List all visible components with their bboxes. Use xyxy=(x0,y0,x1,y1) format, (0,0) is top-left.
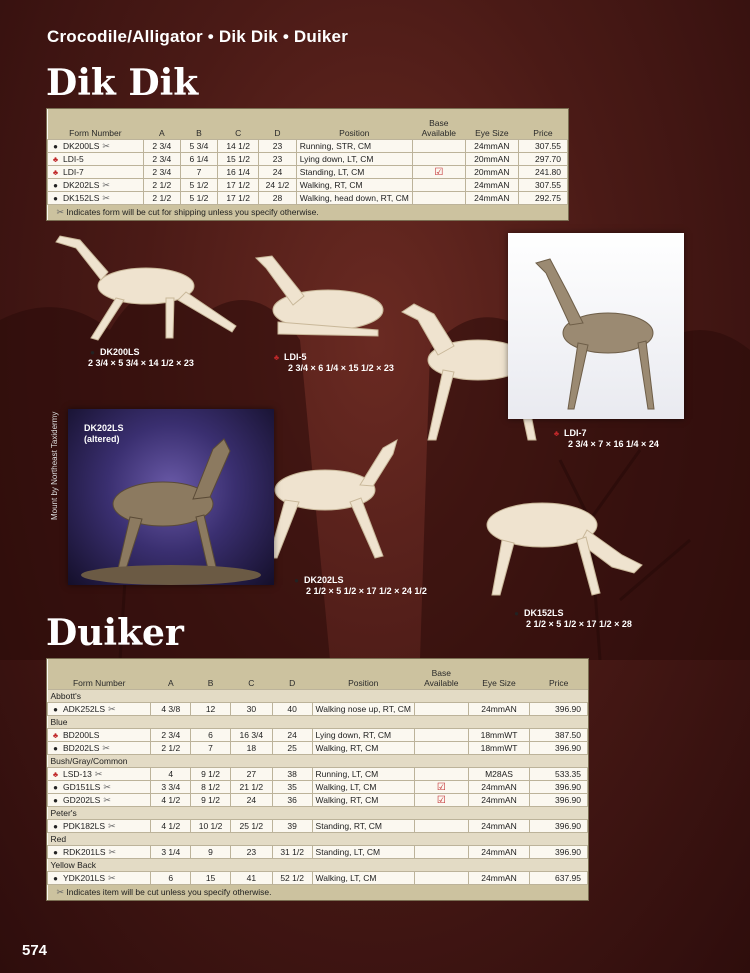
group-label: Abbott's xyxy=(48,690,588,703)
base-available: ☑ xyxy=(414,794,468,807)
table-row xyxy=(48,166,568,179)
knife-icon: ✂ xyxy=(56,207,65,217)
table-row xyxy=(48,729,588,742)
form-cell xyxy=(48,192,144,205)
base-available xyxy=(412,179,465,192)
caption-dims: 2 3/4 × 5 3/4 × 14 1/2 × 23 xyxy=(88,358,194,368)
dim-d: 38 xyxy=(272,768,312,781)
eye-size: 18mmWT xyxy=(468,729,530,742)
dim-d: 52 1/2 xyxy=(272,872,312,885)
position: Running, LT, CM xyxy=(312,768,414,781)
price: 396.90 xyxy=(530,742,588,755)
caption-dims: 2 3/4 × 7 × 16 1/4 × 24 xyxy=(568,439,659,449)
form-cell xyxy=(48,794,151,807)
side-credit: Mount by Northeast Taxidermy xyxy=(50,411,59,520)
base-available xyxy=(412,192,465,205)
eye-size: M28AS xyxy=(468,768,530,781)
price: 307.55 xyxy=(518,140,567,153)
dim-c: 16 1/4 xyxy=(218,166,259,179)
base-available xyxy=(414,742,468,755)
photo-caption-note: (altered) xyxy=(84,434,120,444)
dim-b: 9 1/2 xyxy=(191,794,231,807)
paw-icon: ● xyxy=(53,743,58,753)
caption-code: LDI-7 xyxy=(564,428,587,438)
dim-d: 31 1/2 xyxy=(272,846,312,859)
dim-d: 24 xyxy=(259,166,296,179)
paw-icon: ● xyxy=(514,609,519,618)
dim-a: 4 3/8 xyxy=(151,703,191,716)
eye-size: 18mmWT xyxy=(468,742,530,755)
col-position: Position xyxy=(312,659,414,690)
table-row xyxy=(48,768,588,781)
form-cell xyxy=(48,846,151,859)
form-number: DK200LS xyxy=(63,140,100,151)
duiker-table xyxy=(46,658,589,901)
price: 307.55 xyxy=(518,179,567,192)
form-number: RDK201LS xyxy=(63,846,106,857)
page-number: 574 xyxy=(22,942,48,959)
group-row xyxy=(48,690,588,703)
col-form: Form Number xyxy=(48,109,144,140)
form-number: BD200LS xyxy=(63,730,100,740)
eye-size: 24mmAN xyxy=(465,140,518,153)
dim-a: 2 3/4 xyxy=(143,153,180,166)
form-cell xyxy=(48,729,151,742)
form-number: YDK201LS xyxy=(63,872,106,883)
form-cell xyxy=(48,872,151,885)
dim-b: 5 3/4 xyxy=(180,140,217,153)
eye-size: 24mmAN xyxy=(468,846,530,859)
dim-b: 7 xyxy=(191,742,231,755)
price: 387.50 xyxy=(530,729,588,742)
dim-b: 5 1/2 xyxy=(180,179,217,192)
col-c: C xyxy=(218,109,259,140)
dim-b: 6 xyxy=(191,729,231,742)
knife-icon: ✂ xyxy=(108,820,116,831)
form-number: DK152LS xyxy=(63,192,100,203)
table-row xyxy=(48,794,588,807)
eye-size: 24mmAN xyxy=(468,872,530,885)
caption-code: DK202LS xyxy=(304,575,344,585)
dikdik-table xyxy=(46,108,569,221)
table-row xyxy=(48,153,568,166)
position: Standing, LT, CM xyxy=(296,166,412,179)
caption-ldi7 xyxy=(552,428,659,450)
form-number: PDK182LS xyxy=(63,820,106,831)
dim-b: 10 1/2 xyxy=(191,820,231,833)
form-number: GD202LS xyxy=(63,794,101,805)
knife-icon: ✂ xyxy=(94,768,103,779)
dim-a: 6 xyxy=(151,872,191,885)
knife-icon: ✂ xyxy=(103,794,111,805)
group-row xyxy=(48,807,588,820)
group-label: Peter's xyxy=(48,807,588,820)
dim-c: 25 1/2 xyxy=(230,820,272,833)
col-price: Price xyxy=(518,109,567,140)
dim-b: 9 xyxy=(191,846,231,859)
dim-d: 24 xyxy=(272,729,312,742)
form-number: ADK252LS xyxy=(63,703,106,714)
knife-icon: ✂ xyxy=(108,846,117,857)
page-header: Crocodile/Alligator • Dik Dik • Duiker xyxy=(47,27,349,46)
dk152ls-form-image xyxy=(472,485,647,600)
dim-a: 2 1/2 xyxy=(151,742,191,755)
paw-icon: ● xyxy=(53,782,58,792)
duiker-footnote: Indicates item will be cut unless you specify otherwise. xyxy=(66,887,272,897)
eye-size: 20mmAN xyxy=(465,153,518,166)
knife-icon: ✂ xyxy=(102,742,110,753)
eye-size: 24mmAN xyxy=(468,820,530,833)
caption-ldi5 xyxy=(272,352,394,374)
caption-dk200ls xyxy=(88,347,194,369)
form-cell xyxy=(48,820,151,833)
position: Walking, LT, CM xyxy=(312,872,414,885)
table-row xyxy=(48,703,588,716)
price: 292.75 xyxy=(518,192,567,205)
paw-icon: ● xyxy=(294,576,299,585)
base-available xyxy=(414,872,468,885)
form-cell xyxy=(48,166,144,179)
dim-d: 28 xyxy=(259,192,296,205)
table-row xyxy=(48,192,568,205)
dim-c: 23 xyxy=(230,846,272,859)
form-number: BD202LS xyxy=(63,742,100,753)
eye-size: 20mmAN xyxy=(465,166,518,179)
form-cell xyxy=(48,703,151,716)
position: Lying down, LT, CM xyxy=(296,153,412,166)
group-label: Bush/Gray/Common xyxy=(48,755,588,768)
logo-icon: ♣ xyxy=(52,168,59,177)
paw-icon: ● xyxy=(53,180,58,190)
caption-dims: 2 3/4 × 6 1/4 × 15 1/2 × 23 xyxy=(288,363,394,373)
position: Standing, LT, CM xyxy=(312,846,414,859)
price: 396.90 xyxy=(530,781,588,794)
table-row xyxy=(48,742,588,755)
col-form: Form Number xyxy=(48,659,151,690)
caption-code: LDI-5 xyxy=(284,352,307,362)
photo-caption-code: DK202LS xyxy=(84,423,124,433)
dim-d: 39 xyxy=(272,820,312,833)
col-b: B xyxy=(180,109,217,140)
dim-a: 4 1/2 xyxy=(151,794,191,807)
base-available xyxy=(412,153,465,166)
position: Walking nose up, RT, CM xyxy=(312,703,414,716)
col-position: Position xyxy=(296,109,412,140)
col-c: C xyxy=(230,659,272,690)
paw-icon: ● xyxy=(53,193,58,203)
dim-b: 6 1/4 xyxy=(180,153,217,166)
paw-icon: ● xyxy=(90,348,95,357)
paw-icon: ● xyxy=(53,821,58,831)
dikdik-title: Dik Dik xyxy=(46,62,199,104)
form-cell xyxy=(48,781,151,794)
dim-c: 41 xyxy=(230,872,272,885)
table-row xyxy=(48,872,588,885)
form-cell xyxy=(48,768,151,781)
dim-b: 5 1/2 xyxy=(180,192,217,205)
logo-icon: ♣ xyxy=(52,769,59,779)
position: Lying down, RT, CM xyxy=(312,729,414,742)
dim-a: 2 1/2 xyxy=(143,179,180,192)
dim-b: 12 xyxy=(191,703,231,716)
table-row xyxy=(48,179,568,192)
base-available xyxy=(414,820,468,833)
dim-b: 7 xyxy=(180,166,217,179)
dim-a: 2 3/4 xyxy=(151,729,191,742)
dim-b: 9 1/2 xyxy=(191,768,231,781)
position: Walking, LT, CM xyxy=(312,781,414,794)
price: 396.90 xyxy=(530,703,588,716)
eye-size: 24mmAN xyxy=(468,794,530,807)
caption-dk152ls xyxy=(512,608,632,630)
paw-icon: ● xyxy=(53,847,58,857)
dk202ls-mount-photo xyxy=(68,409,274,585)
dim-c: 24 xyxy=(230,794,272,807)
dim-a: 4 xyxy=(151,768,191,781)
paw-icon: ● xyxy=(53,795,58,805)
logo-icon: ♣ xyxy=(273,353,280,362)
duiker-title: Duiker xyxy=(46,612,184,654)
dim-a: 4 1/2 xyxy=(151,820,191,833)
paw-icon: ● xyxy=(53,141,58,151)
caption-dk202ls xyxy=(292,575,427,597)
eye-size: 24mmAN xyxy=(465,192,518,205)
table-row xyxy=(48,781,588,794)
dim-c: 18 xyxy=(230,742,272,755)
price: 533.35 xyxy=(530,768,588,781)
base-available: ☑ xyxy=(414,781,468,794)
form-number: LDI-5 xyxy=(63,154,84,164)
group-row xyxy=(48,716,588,729)
dim-d: 35 xyxy=(272,781,312,794)
dim-d: 23 xyxy=(259,140,296,153)
col-a: A xyxy=(143,109,180,140)
knife-icon: ✂ xyxy=(56,887,65,897)
form-number: DK202LS xyxy=(63,179,100,190)
form-number: LSD-13 xyxy=(63,768,92,779)
dim-c: 17 1/2 xyxy=(218,179,259,192)
base-available xyxy=(414,729,468,742)
form-number: GD151LS xyxy=(63,781,101,792)
logo-icon: ♣ xyxy=(52,155,59,164)
dim-a: 3 3/4 xyxy=(151,781,191,794)
knife-icon: ✂ xyxy=(102,140,110,151)
dikdik-rows xyxy=(48,140,568,205)
position: Walking, head down, RT, CM xyxy=(296,192,412,205)
eye-size: 24mmAN xyxy=(465,179,518,192)
dim-a: 2 1/2 xyxy=(143,192,180,205)
knife-icon: ✂ xyxy=(102,179,110,190)
knife-icon: ✂ xyxy=(103,781,111,792)
col-b: B xyxy=(191,659,231,690)
logo-icon: ♣ xyxy=(553,429,560,438)
price: 241.80 xyxy=(518,166,567,179)
position: Walking, RT, CM xyxy=(312,742,414,755)
dim-d: 24 1/2 xyxy=(259,179,296,192)
price: 396.90 xyxy=(530,846,588,859)
form-cell xyxy=(48,742,151,755)
group-row xyxy=(48,859,588,872)
position: Running, STR, CM xyxy=(296,140,412,153)
logo-icon: ♣ xyxy=(52,731,59,740)
base-available: ☑ xyxy=(412,166,465,179)
position: Standing, RT, CM xyxy=(312,820,414,833)
price: 297.70 xyxy=(518,153,567,166)
col-base: Base Available xyxy=(414,659,468,690)
dim-c: 27 xyxy=(230,768,272,781)
col-d: D xyxy=(259,109,296,140)
dk200ls-form-image xyxy=(46,228,246,348)
table-row xyxy=(48,846,588,859)
form-cell xyxy=(48,140,144,153)
dk202ls-form-image xyxy=(265,430,405,565)
dim-b: 8 1/2 xyxy=(191,781,231,794)
form-number: LDI-7 xyxy=(63,167,84,177)
col-base: Base Available xyxy=(412,109,465,140)
dim-c: 21 1/2 xyxy=(230,781,272,794)
table-row xyxy=(48,140,568,153)
price: 396.90 xyxy=(530,820,588,833)
col-eye: Eye Size xyxy=(468,659,530,690)
base-available xyxy=(414,703,468,716)
col-d: D xyxy=(272,659,312,690)
base-available xyxy=(414,846,468,859)
col-eye: Eye Size xyxy=(465,109,518,140)
dim-c: 14 1/2 xyxy=(218,140,259,153)
knife-icon: ✂ xyxy=(108,703,116,714)
paw-icon: ● xyxy=(53,704,58,714)
ldi7-photo xyxy=(508,233,684,419)
caption-code: DK200LS xyxy=(100,347,140,357)
eye-size: 24mmAN xyxy=(468,703,530,716)
dim-d: 40 xyxy=(272,703,312,716)
position: Walking, RT, CM xyxy=(312,794,414,807)
base-available xyxy=(414,768,468,781)
caption-code: DK152LS xyxy=(524,608,564,618)
caption-dims: 2 1/2 × 5 1/2 × 17 1/2 × 28 xyxy=(526,619,632,629)
dim-b: 15 xyxy=(191,872,231,885)
caption-dims: 2 1/2 × 5 1/2 × 17 1/2 × 24 1/2 xyxy=(306,586,427,596)
dim-a: 2 3/4 xyxy=(143,140,180,153)
price: 396.90 xyxy=(530,794,588,807)
ldi5-form-image xyxy=(238,250,388,340)
group-row xyxy=(48,833,588,846)
col-price: Price xyxy=(530,659,588,690)
paw-icon: ● xyxy=(53,873,58,883)
dim-c: 15 1/2 xyxy=(218,153,259,166)
knife-icon: ✂ xyxy=(102,192,110,203)
dikdik-footnote: Indicates form will be cut for shipping unless you specify otherwise. xyxy=(66,207,319,217)
group-label: Yellow Back xyxy=(48,859,588,872)
dim-c: 17 1/2 xyxy=(218,192,259,205)
dim-d: 23 xyxy=(259,153,296,166)
knife-icon: ✂ xyxy=(108,872,116,883)
duiker-rows xyxy=(48,690,588,885)
dim-d: 36 xyxy=(272,794,312,807)
group-label: Red xyxy=(48,833,588,846)
col-a: A xyxy=(151,659,191,690)
position: Walking, RT, CM xyxy=(296,179,412,192)
dim-a: 2 3/4 xyxy=(143,166,180,179)
form-cell xyxy=(48,153,144,166)
group-label: Blue xyxy=(48,716,588,729)
dim-a: 3 1/4 xyxy=(151,846,191,859)
table-row xyxy=(48,820,588,833)
dim-c: 30 xyxy=(230,703,272,716)
dim-c: 16 3/4 xyxy=(230,729,272,742)
base-available xyxy=(412,140,465,153)
group-row xyxy=(48,755,588,768)
dim-d: 25 xyxy=(272,742,312,755)
form-cell xyxy=(48,179,144,192)
eye-size: 24mmAN xyxy=(468,781,530,794)
price: 637.95 xyxy=(530,872,588,885)
